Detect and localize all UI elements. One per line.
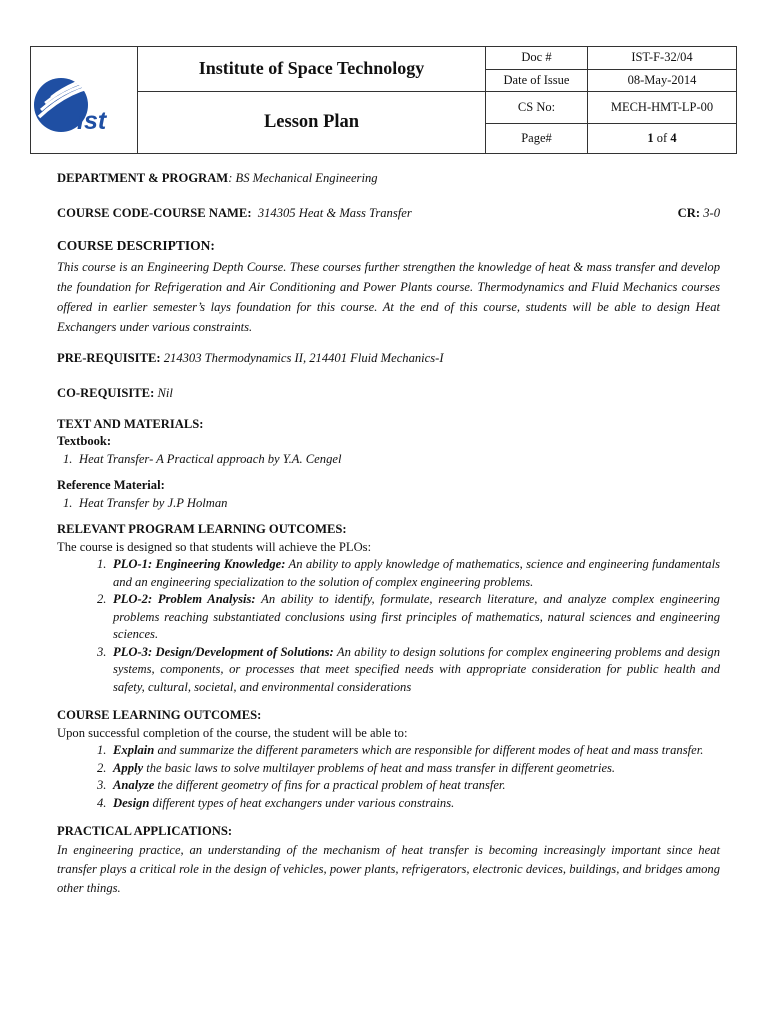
clo-intro: Upon successful completion of the course, the student will be able to: — [57, 725, 408, 740]
cs-number-value: MECH-HMT-LP-00 — [610, 99, 714, 114]
list-item: 3. Analyze the different geometry of fins for a practical problem of heat transfer. — [97, 778, 506, 792]
ist-logo — [31, 47, 137, 153]
list-item: 3. PLO-3: Design/Development of Solutions: An ability to design solutions for complex engineering problems and design systems, components, or processes that meet specified needs with appropriate consideration for public health and safety, cultural, societal, and environmental considerations — [97, 644, 720, 694]
page-current: 1 — [647, 130, 654, 145]
document-body — [57, 170, 720, 898]
date-of-issue-value: 08-May-2014 — [627, 72, 697, 87]
reference-label: Reference Material: — [57, 478, 165, 492]
cs-number-label: CS No: — [517, 99, 556, 114]
department-value: : BS Mechanical Engineering — [228, 171, 378, 185]
page-of: of — [653, 130, 671, 145]
description-text: This course is an Engineering Depth Course. These courses further strengthen the knowledge of heat & mass transfer and develop the foundation for Refrigeration and Air Conditioning and Power Plants course. Thermodynamics and Fluid Mechanics courses offered in earlier semester’s lays foundation for this course. At the end of this course, students will be able to design Heat Exchangers under various constraints. — [57, 259, 720, 334]
prerequisite-line — [57, 350, 720, 368]
textbook-list — [57, 451, 720, 469]
prerequisite-label: PRE-REQUISITE: — [57, 350, 161, 365]
department-line — [57, 170, 720, 188]
description-heading: COURSE DESCRIPTION: — [57, 238, 215, 253]
list-item: 2. PLO-2: Problem Analysis: An ability to identify, formulate, research literature, and analyze complex engineering problems reaching substantiated conclusions using first principles of mathematics, natural sciences and engineering sciences. — [97, 592, 720, 641]
course-label: COURSE CODE-COURSE NAME: — [57, 205, 252, 220]
page-total: 4 — [670, 130, 677, 145]
ist-logo-icon — [31, 47, 137, 153]
plo-intro: The course is designed so that students will achieve the PLOs: — [57, 539, 372, 554]
department-label: DEPARTMENT & PROGRAM — [57, 171, 229, 185]
institute-name: Institute of Space Technology — [198, 58, 425, 79]
corequisite-value: Nil — [157, 386, 173, 400]
doc-number-label: Doc # — [521, 50, 552, 65]
doc-number-value: IST-F-32/04 — [631, 50, 693, 65]
reference-list — [57, 495, 720, 513]
materials-heading: TEXT AND MATERIALS: — [57, 416, 204, 431]
practical-heading: PRACTICAL APPLICATIONS: — [57, 824, 233, 838]
course-value: 314305 Heat & Mass Transfer — [257, 205, 412, 220]
list-item: 1. Heat Transfer by J.P Holman — [63, 495, 228, 510]
document-title: Lesson Plan — [263, 111, 360, 132]
page-number-value — [588, 124, 736, 153]
date-of-issue-label: Date of Issue — [503, 72, 570, 87]
prerequisite-value: 214303 Thermodynamics II, 214401 Fluid Mechanics-I — [163, 350, 444, 365]
corequisite-line — [57, 385, 720, 403]
svg-text:ist: ist — [77, 107, 107, 135]
list-item: 4. Design different types of heat exchangers under various constrains. — [97, 795, 455, 810]
page-number-label: Page# — [521, 130, 552, 145]
list-item: 1. Heat Transfer- A Practical approach by Y.A. Cengel — [63, 451, 342, 466]
course-line — [57, 205, 720, 223]
corequisite-label: CO-REQUISITE: — [57, 386, 155, 400]
cr-label: CR: — [677, 205, 701, 220]
cr-value: 3-0 — [703, 205, 720, 220]
list-item: 1. PLO-1: Engineering Knowledge: An ability to apply knowledge of mathematics, science and engineering fundamentals and an engineering specialization to the solution of complex engineering problems. — [97, 557, 720, 589]
document-header-table — [30, 46, 737, 154]
plo-list — [57, 556, 720, 696]
list-item: 1. Explain and summarize the different parameters which are responsible for different modes of heat and mass transfer. — [97, 743, 704, 757]
clo-heading: COURSE LEARNING OUTCOMES: — [57, 708, 262, 722]
textbook-label: Textbook: — [57, 434, 112, 448]
plo-heading: RELEVANT PROGRAM LEARNING OUTCOMES: — [57, 522, 347, 536]
clo-list — [57, 742, 720, 812]
list-item: 2. Apply the basic laws to solve multilayer problems of heat and mass transfer in different geometries. — [97, 760, 616, 775]
practical-text: In engineering practice, an understanding of the mechanism of heat transfer is becoming increasingly important since heat transfer plays a critical role in the design of vehicles, power plants, refrigerators, electronic devices, buildings, and bridges among other things. — [57, 842, 720, 895]
